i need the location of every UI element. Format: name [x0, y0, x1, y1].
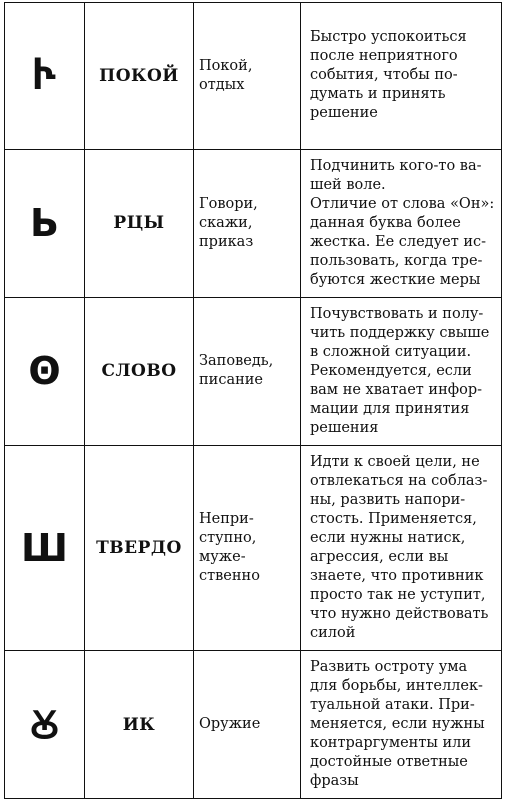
- table-row: [5, 651, 502, 799]
- advice-cell: [301, 298, 502, 446]
- letter-meaning: Заповедь, писание: [199, 353, 274, 389]
- letter-advice: Подчинить кого-то ва- шей воле. Отличие от слова «Он»: данная буква более жестка. Ее следует ис- пользовать, когда тре- буются жесткие меры: [310, 157, 495, 288]
- letter-name-cell: [85, 3, 194, 150]
- letter-name-cell: [85, 298, 194, 446]
- letter-name: РЦЫ: [113, 213, 165, 234]
- letter-meaning: Говори, скажи, приказ: [199, 195, 258, 250]
- letter-name-cell: [85, 149, 194, 298]
- glyph-cell: [5, 298, 85, 446]
- advice-cell: [301, 149, 502, 298]
- letter-meaning: Покой, отдых: [199, 57, 253, 93]
- table-row: [5, 3, 502, 150]
- letter-name: ПОКОЙ: [99, 65, 179, 86]
- advice-cell: [301, 3, 502, 150]
- meaning-cell: [194, 3, 301, 150]
- table-row: [5, 445, 502, 651]
- glyph-cell: [5, 3, 85, 150]
- table-row: [5, 149, 502, 298]
- slavonic-letter-slovo-icon: Ꙩ: [28, 349, 61, 394]
- slavonic-letter-tverdo-icon: Ш: [21, 526, 68, 571]
- slavonic-letter-ik-icon: Ꙋ: [29, 702, 60, 747]
- letter-name: ИК: [122, 714, 156, 735]
- letters-table: [4, 2, 502, 799]
- advice-cell: [301, 651, 502, 799]
- slavonic-letter-rcy-icon: Ь: [30, 201, 59, 246]
- letter-meaning: Оружие: [199, 716, 261, 733]
- meaning-cell: [194, 651, 301, 799]
- advice-cell: [301, 445, 502, 651]
- letter-advice: Почувствовать и полу- чить поддержку свыше в сложной ситуации. Рекомендуется, если вам не хватает инфор- мации для принятия решения: [310, 305, 490, 436]
- slavonic-letter-pokoj-icon: Ⴡ: [33, 53, 56, 98]
- meaning-cell: [194, 149, 301, 298]
- letter-meaning: Непри- ступно, муже- ственно: [199, 511, 260, 585]
- meaning-cell: [194, 298, 301, 446]
- letter-name: СЛОВО: [101, 361, 177, 382]
- letter-advice: Идти к своей цели, не отвлекаться на соблаз- ны, развить напори- стость. Применяется, если нужны натиск, агрессия, если вы знаете, что противник просто так не уступит, что нужно действовать силой: [310, 454, 489, 642]
- letter-advice: Развить остроту ума для борьбы, интеллек- туальной атаки. При- меняется, если нужны контраргументы или достойные ответные фразы: [310, 659, 485, 790]
- letter-advice: Быстро успокоиться после неприятного события, чтобы по- думать и принять решение: [310, 29, 467, 122]
- letter-name: ТВЕРДО: [96, 538, 182, 559]
- table-row: [5, 298, 502, 446]
- glyph-cell: [5, 445, 85, 651]
- glyph-cell: [5, 651, 85, 799]
- meaning-cell: [194, 445, 301, 651]
- letter-name-cell: [85, 651, 194, 799]
- glyph-cell: [5, 149, 85, 298]
- letter-name-cell: [85, 445, 194, 651]
